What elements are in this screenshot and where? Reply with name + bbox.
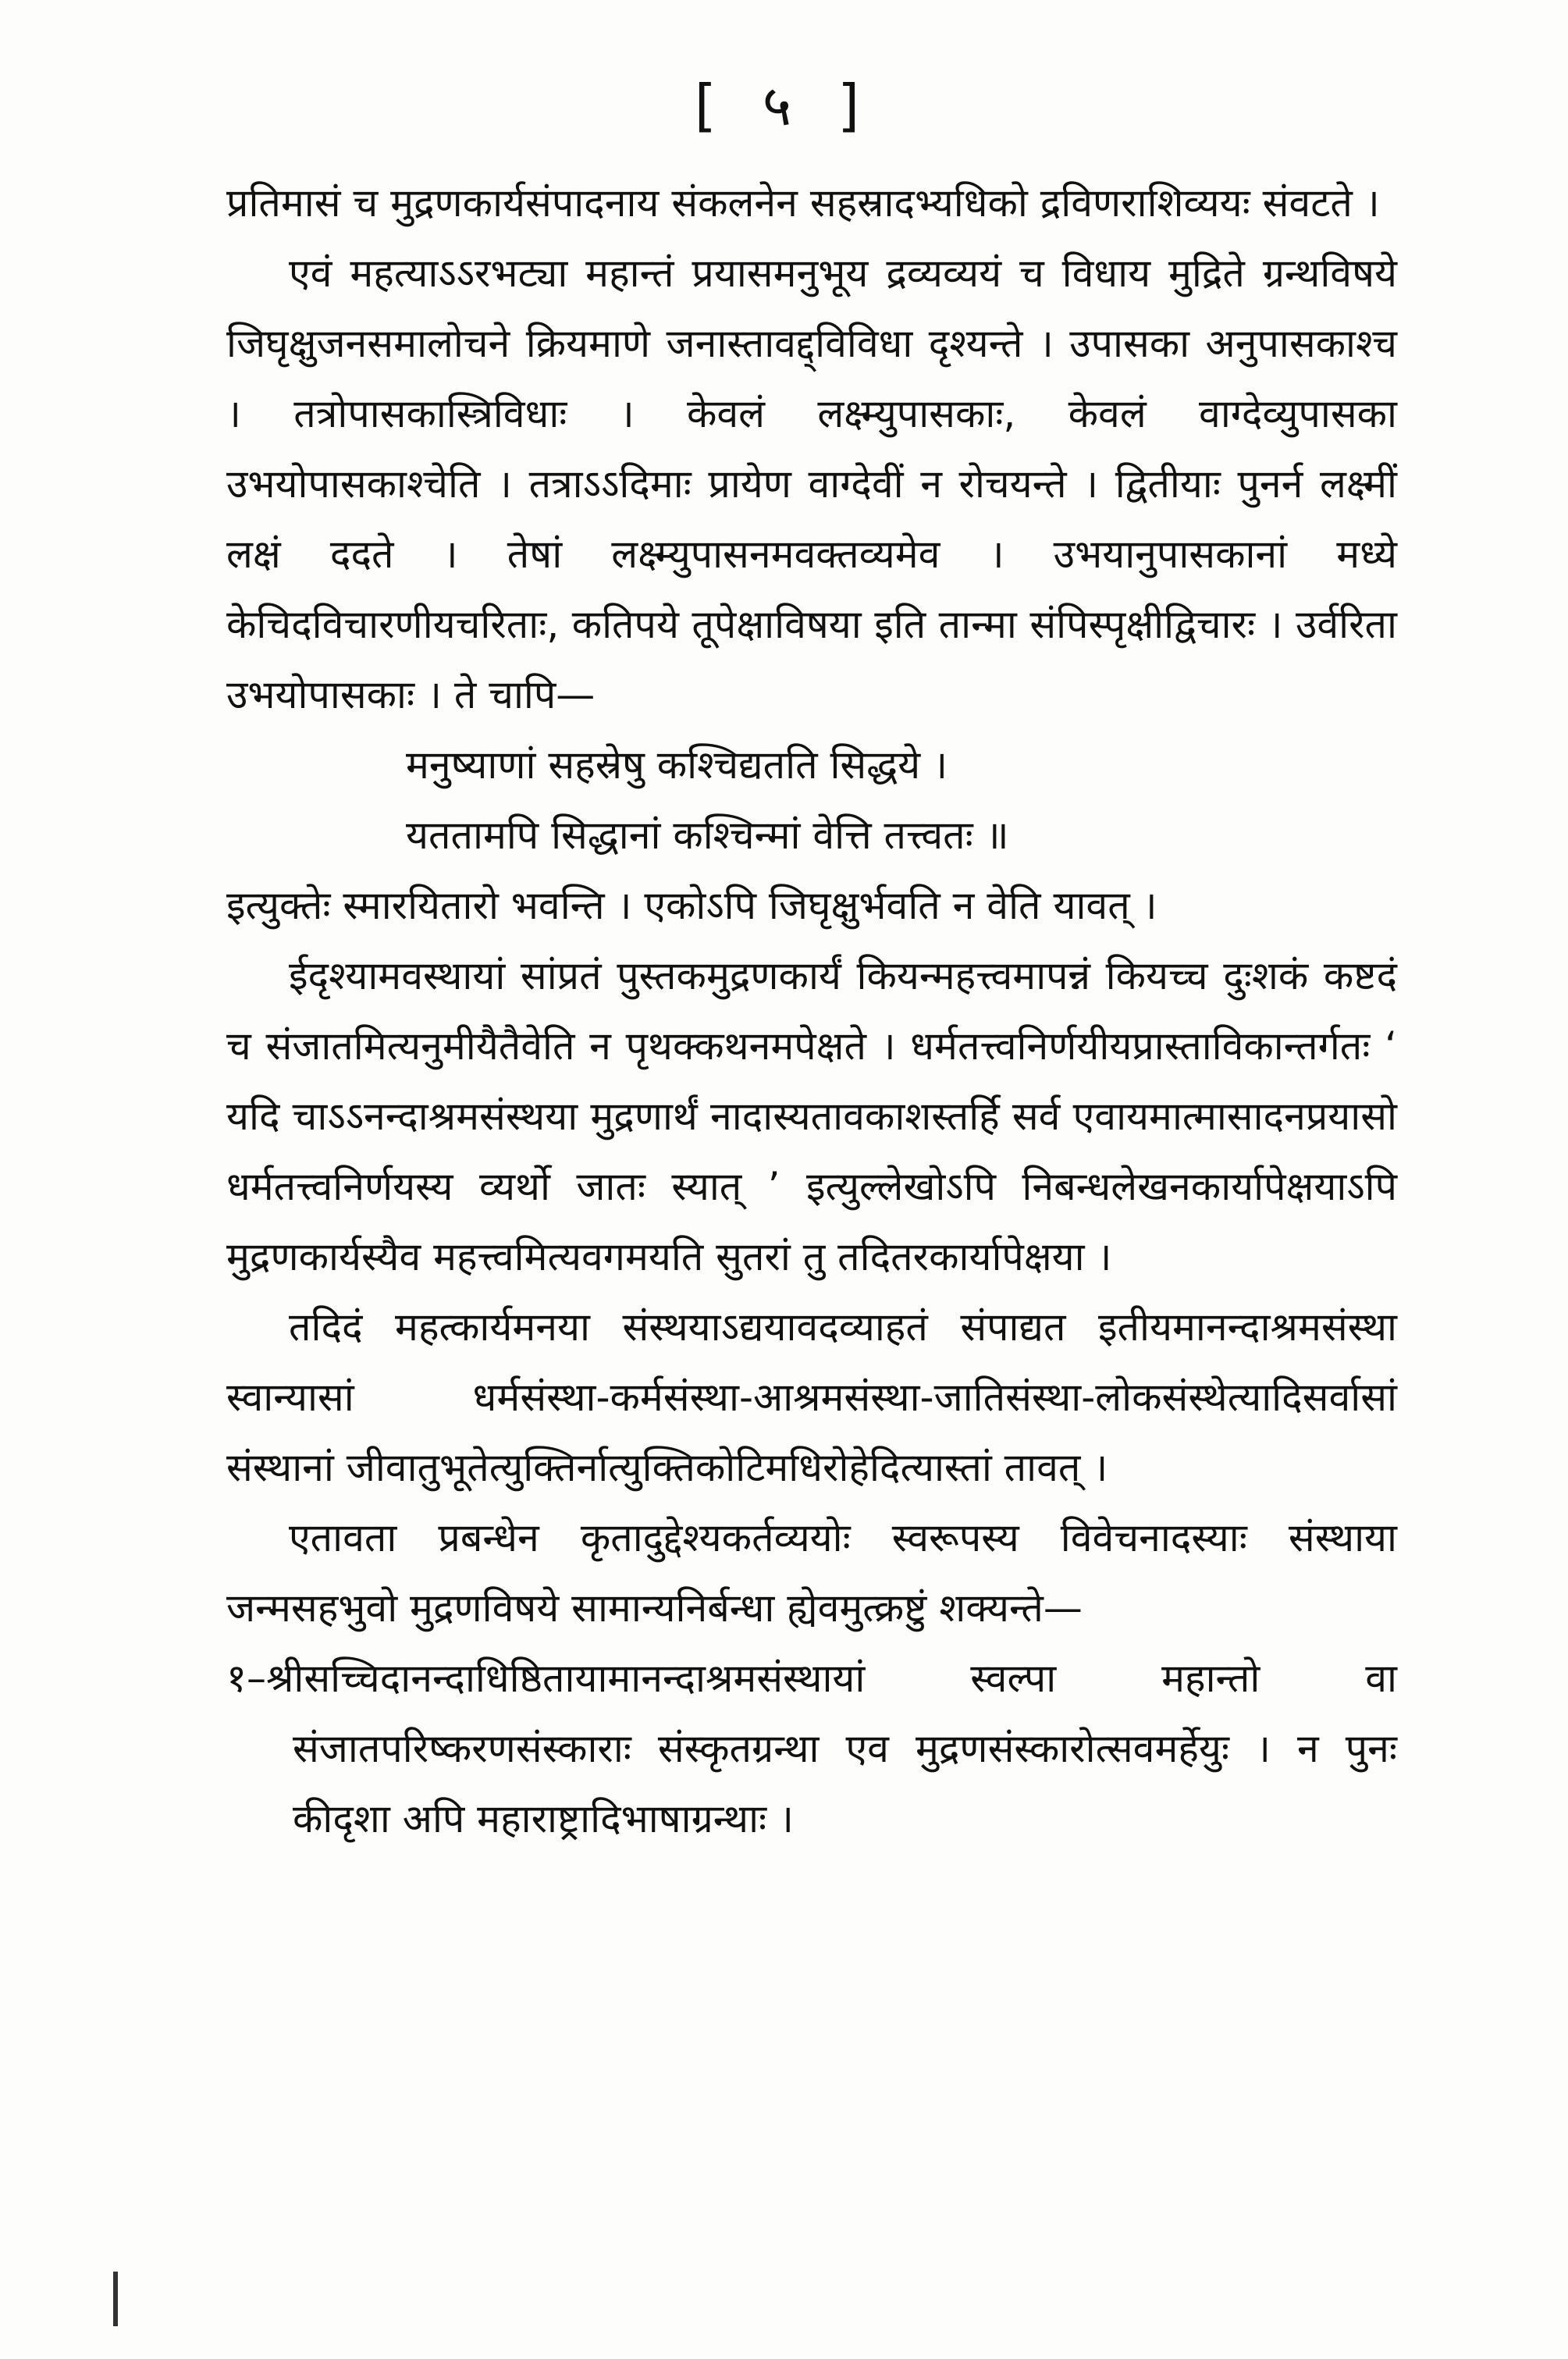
paragraph-1: प्रतिमासं च मुद्रणकार्यसंपादनाय संकलनेन सहस्रादभ्यधिको द्रविणराशिव्ययः संवटते । — [226, 180, 1380, 226]
paragraph-6: एतावता प्रबन्धेन कृतादुद्देश्यकर्तव्ययोः स्वरूपस्य विवेचनादस्याः संस्थाया जन्मसहभुवो मुद्रणविषये सामान्यनिर्बन्धा ह्येवमुत्क्रष्टुं शक्यन्ते— — [226, 1515, 1397, 1631]
paragraph-2: एवं महत्याऽऽरभट्या महान्तं प्रयासमनुभूय द्रव्यव्ययं च विधाय मुद्रिते ग्रन्थविषये जिघृक्षुजनसमालोचने क्रियमाणे जनास्तावद्द्विविधा दृश्यन्ते । उपासका अनुपासकाश्च । तत्रोपासकास्त्रिविधाः । केवलं लक्ष्म्युपासकाः, केवलं वाग्देव्युपासका उभयोपासकाश्चेति । तत्राऽऽदिमाः प्रायेण वाग्देवीं न रोचयन्ते । द्वितीयाः पुनर्न लक्ष्मीं लक्षं ददते । तेषां लक्ष्म्युपासनमवक्तव्यमेव । उभयानुपासकानां मध्ये केचिदविचारणीयचरिताः, कतिपये तूपेक्षाविषया इति तान्मा संपिस्पृक्षीद्विचारः । उर्वरिता उभयोपासकाः । ते चापि— — [226, 251, 1397, 717]
paragraph-3: इत्युक्तेः स्मारयितारो भवन्ति । एकोऽपि जिघृक्षुर्भवति न वेति यावत् । — [226, 883, 1157, 928]
verse-line-1: मनुष्याणां सहस्रेषु कश्चिद्यतति सिद्धये । — [406, 742, 948, 788]
list-item-1: १–श्रीसच्चिदानन्दाधिष्ठितायामानन्दाश्रमसंस्थायां स्वल्पा महान्तो वा संजातपरिष्करणसंस्काराः संस्कृतग्रन्था एव मुद्रणसंस्कारोत्सवमर्हेयुः । न पुनः कीदृशा अपि महाराष्ट्रादिभाषाग्रन्थाः । — [226, 1656, 1397, 1841]
paragraph-5: तदिदं महत्कार्यमनया संस्थयाऽद्ययावदव्याहतं संपाद्यत इतीयमानन्दाश्रमसंस्था स्वान्यासां धर्मसंस्था-कर्मसंस्था-आश्रमसंस्था-जातिसंस्था-लोकसंस्थेत्यादिसर्वासां संस्थानां जीवातुभूतेत्युक्तिर्नात्युक्तिकोटिमधिरोहेदित्यास्तां तावत् । — [226, 1304, 1397, 1490]
paragraph-4: ईदृश्यामवस्थायां सांप्रतं पुस्तकमुद्रणकार्यं कियन्महत्त्वमापन्नं कियच्च दुःशकं कष्टदं च संजातमित्यनुमीयैतैवेति न पृथक्कथनमपेक्षते । धर्मतत्त्वनिर्णयीयप्रास्ताविकान्तर्गतः ‘ यदि चाऽऽनन्दाश्रमसंस्थया मुद्रणार्थं नादास्यतावकाशस्तर्हि सर्व एवायमात्मासादनप्रयासो धर्मतत्त्वनिर्णयस्य व्यर्थो जातः स्यात् ’ इत्युल्लेखोऽपि निबन्धलेखनकार्यापेक्षयाऽपि मुद्रणकार्यस्यैव महत्त्वमित्यवगमयति सुतरां तु तदितरकार्यापेक्षया । — [226, 953, 1397, 1279]
margin-mark — [113, 2272, 118, 2326]
page-body — [226, 168, 1397, 1854]
verse-line-2: यततामपि सिद्धानां कश्चिन्मां वेत्ति तत्त्वतः ॥ — [406, 813, 1009, 858]
page-number: [ ५ ] — [694, 73, 874, 138]
